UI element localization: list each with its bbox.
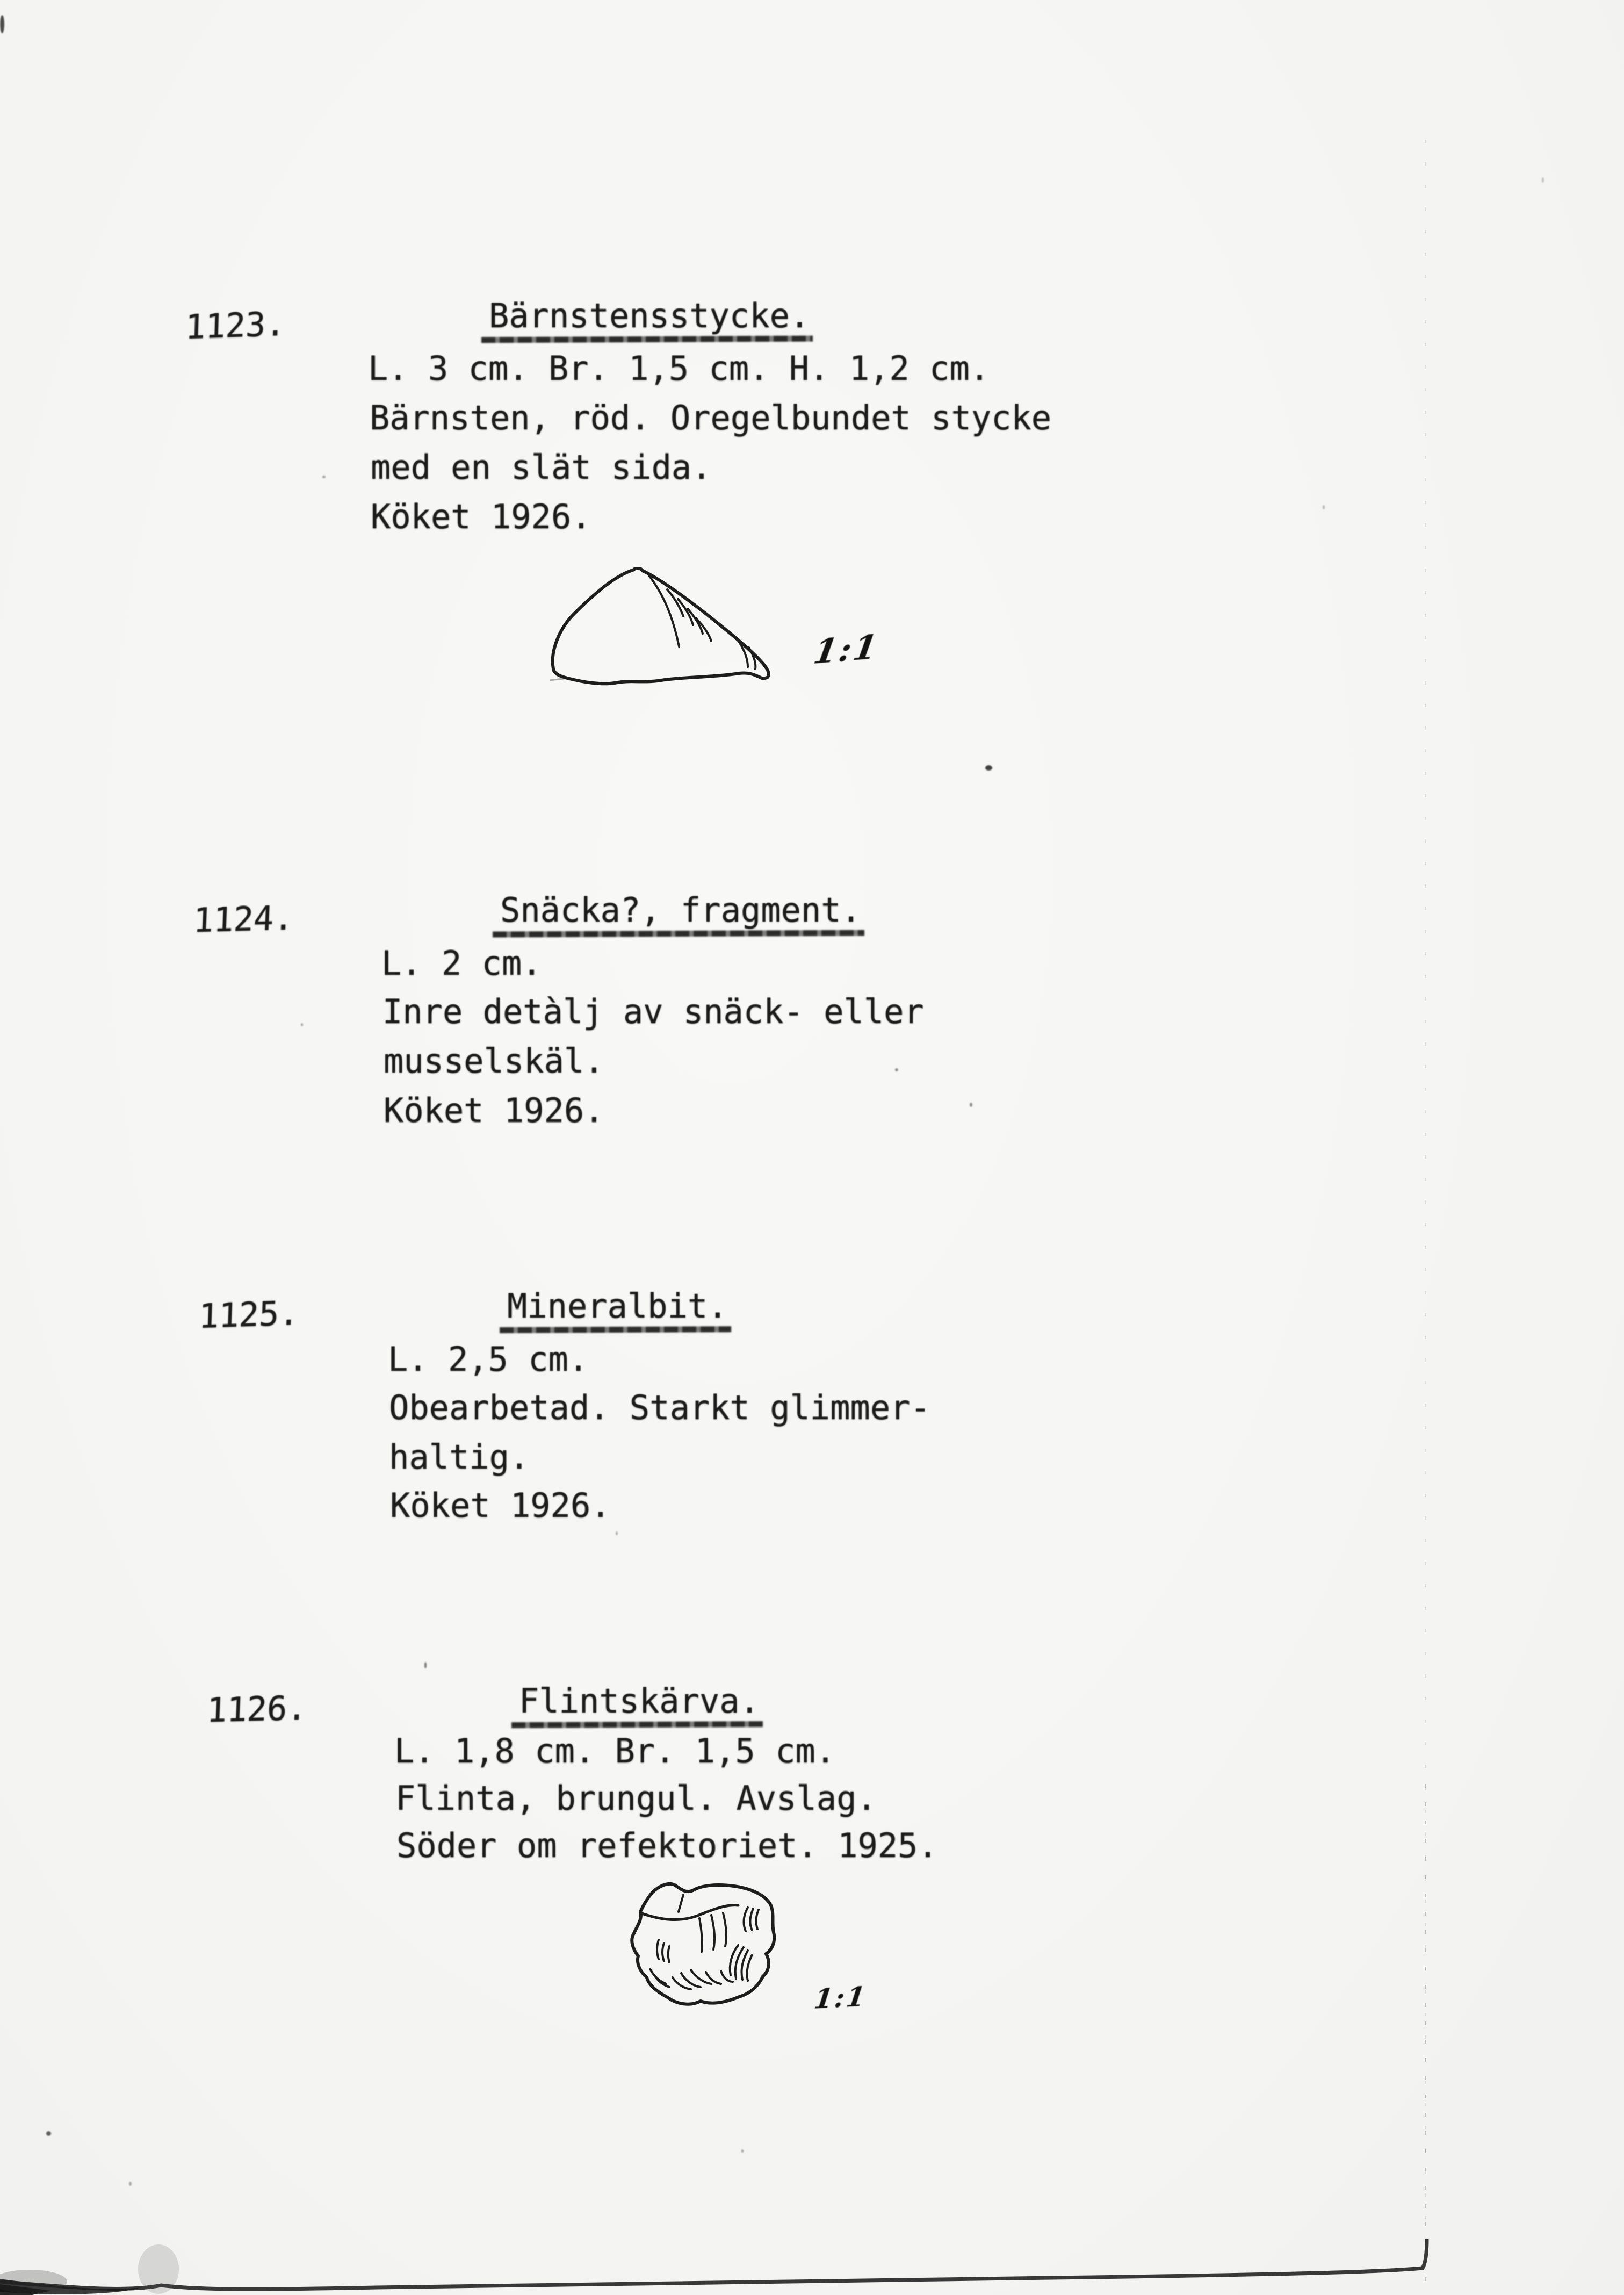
dust-speck [1323, 505, 1325, 509]
entry-line: Köket 1926. [384, 1091, 604, 1130]
dust-speck [616, 1531, 618, 1535]
entry-line: L. 3 cm. Br. 1,5 cm. H. 1,2 cm. [368, 349, 990, 388]
dust-speck [970, 1103, 972, 1107]
dust-speck [895, 1068, 898, 1071]
dust-speck [129, 2182, 132, 2186]
entry-line: Bärnsten, röd. Oregelbundet stycke [370, 398, 1052, 437]
entry-line: L. 2,5 cm. [388, 1340, 589, 1379]
entry-line: haltig. [389, 1437, 530, 1477]
entry-line: Söder om refektoriet. 1925. [396, 1826, 938, 1865]
entry-title: Snäcka?, fragment. [500, 890, 861, 930]
entry-number: 1123. [184, 304, 286, 347]
dust-speck [1542, 177, 1544, 183]
entry-line: med en slät sida. [371, 448, 712, 487]
entry-number: 1126. [206, 1688, 308, 1730]
dust-speck [46, 2131, 51, 2136]
entry-number: 1124. [192, 898, 295, 940]
scale-label: 1:1 [811, 627, 882, 672]
entry-title: Flintskärva. [519, 1681, 760, 1721]
entry-line: L. 1,8 cm. Br. 1,5 cm. [394, 1731, 836, 1771]
entry-line: L. 2 cm. [381, 944, 542, 983]
amber-piece-sketch [550, 567, 776, 688]
entry-line: Köket 1926. [390, 1486, 611, 1525]
entry-line: Inre detàlj av snäck- eller [382, 992, 924, 1031]
dust-speck [424, 1662, 427, 1668]
dust-speck [322, 476, 326, 478]
entry-number: 1125. [198, 1293, 300, 1336]
entry-line: Köket 1926. [371, 497, 591, 536]
scan-bottom-edge [0, 2231, 1624, 2295]
entry-title: Mineralbit. [507, 1286, 728, 1326]
entry-title: Bärnstensstycke. [489, 296, 810, 335]
dust-speck [0, 15, 4, 33]
page-right-edge-line [1425, 1784, 1426, 2281]
dust-speck [301, 1023, 303, 1026]
dust-speck [741, 2149, 744, 2153]
flint-flake-sketch [621, 1881, 788, 2016]
scale-label: 1:1 [812, 1980, 869, 2015]
dust-speck [985, 765, 992, 771]
entry-line: Obearbetad. Starkt glimmer- [389, 1388, 930, 1427]
entry-line: Flinta, brungul. Avslag. [395, 1779, 877, 1818]
entry-line: musselskäl. [384, 1041, 604, 1081]
